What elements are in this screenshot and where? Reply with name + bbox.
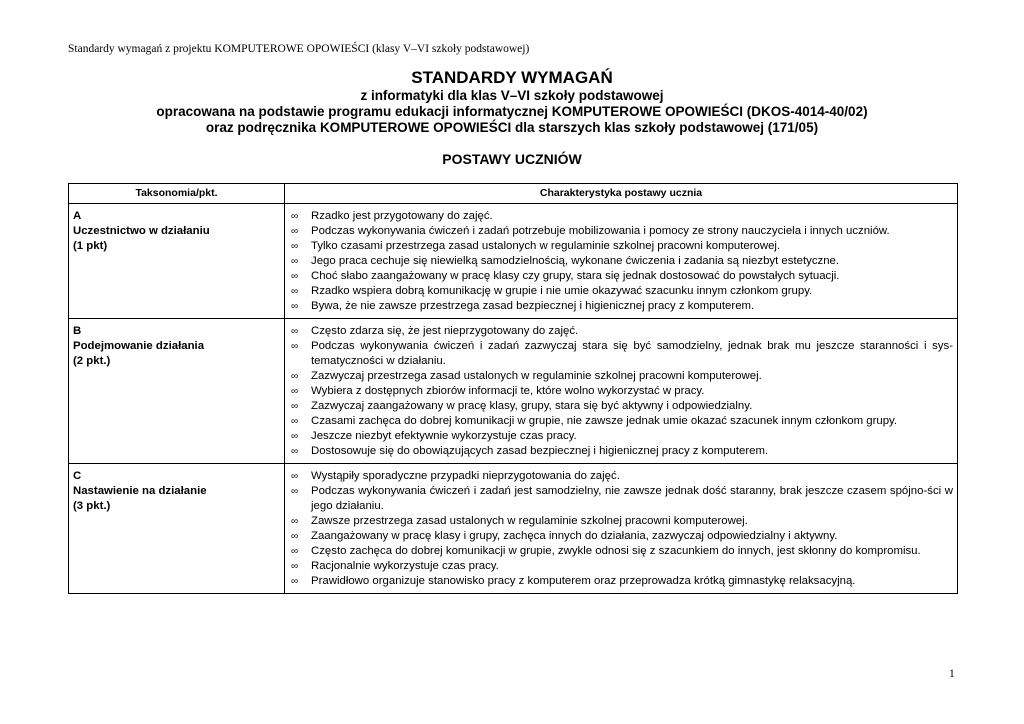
bullet-icon: ∞ bbox=[291, 286, 299, 297]
list-item-text: Rzadko wspiera dobrą komunikację w grupie i nie umie okazywać szacunku innym członkom grupy. bbox=[311, 285, 813, 297]
bullet-icon: ∞ bbox=[291, 341, 299, 352]
table-row bbox=[69, 204, 958, 319]
list-item bbox=[291, 544, 953, 559]
taxonomy-cell bbox=[69, 204, 285, 319]
bullet-icon: ∞ bbox=[291, 241, 299, 252]
bullet-icon: ∞ bbox=[291, 371, 299, 382]
list-item bbox=[291, 559, 953, 574]
bullet-icon: ∞ bbox=[291, 301, 299, 312]
running-head: Standardy wymagań z projektu KOMPUTEROWE OPOWIEŚCI (klasy V–VI szkoły podstawowej) bbox=[68, 43, 530, 55]
list-item bbox=[291, 209, 953, 224]
list-item bbox=[291, 444, 953, 459]
list-item-text: Tylko czasami przestrzega zasad ustalonych w regulaminie szkolnej pracowni komputerowej. bbox=[311, 240, 781, 252]
standards-table bbox=[68, 183, 958, 594]
list-item-text: Wybiera z dostępnych zbiorów informacji te, które wolno wykorzystać w pracy. bbox=[311, 385, 705, 397]
section-title: POSTAWY UCZNIÓW bbox=[442, 151, 582, 167]
level-name: Nastawienie na działanie bbox=[73, 485, 207, 497]
bullet-icon: ∞ bbox=[291, 576, 299, 587]
bullet-icon: ∞ bbox=[291, 531, 299, 542]
list-item bbox=[291, 469, 953, 484]
bullet-icon: ∞ bbox=[291, 471, 299, 482]
list-item bbox=[291, 369, 953, 384]
subtitle-line: oraz podręcznika KOMPUTEROWE OPOWIEŚCI dla starszych klas szkoły podstawowej (171/05) bbox=[205, 120, 819, 135]
list-item-text: Dostosowuje się do obowiązujących zasad bezpiecznej i higienicznej pracy z komputerem. bbox=[311, 445, 769, 457]
list-item bbox=[291, 384, 953, 399]
list-item-text: Podczas wykonywania ćwiczeń i zadań zazwyczaj stara się być samodzielny, jednak brak mu jeszcze staranności i sys-tematyczności w działaniu. bbox=[311, 340, 953, 367]
level-letter: B bbox=[73, 325, 82, 337]
characteristics-list bbox=[291, 324, 953, 459]
level-letter: A bbox=[73, 210, 82, 222]
list-item bbox=[291, 269, 953, 284]
list-item-text: Zazwyczaj przestrzega zasad ustalonych w regulaminie szkolnej pracowni komputerowej. bbox=[311, 370, 762, 382]
page-number: 1 bbox=[949, 668, 955, 680]
characteristics-list bbox=[291, 469, 953, 589]
list-item bbox=[291, 284, 953, 299]
bullet-icon: ∞ bbox=[291, 401, 299, 412]
column-header-characteristics: Charakterystyka postawy ucznia bbox=[285, 184, 958, 204]
list-item bbox=[291, 224, 953, 239]
level-letter: C bbox=[73, 470, 82, 482]
level-name: Podejmowanie działania bbox=[73, 340, 205, 352]
list-item-text: Racjonalnie wykorzystuje czas pracy. bbox=[311, 560, 499, 572]
bullet-icon: ∞ bbox=[291, 326, 299, 337]
list-item-text: Często zdarza się, że jest nieprzygotowany do zajęć. bbox=[311, 325, 579, 337]
level-name: Uczestnictwo w działaniu bbox=[73, 225, 210, 237]
taxonomy-cell bbox=[69, 319, 285, 464]
list-item-text: Jeszcze niezbyt efektywnie wykorzystuje czas pracy. bbox=[311, 430, 577, 442]
list-item-text: Czasami zachęca do dobrej komunikacji w grupie, nie zawsze jednak umie okazać szacunek innym członkom grupy. bbox=[311, 415, 898, 427]
characteristics-cell bbox=[285, 464, 958, 594]
bullet-icon: ∞ bbox=[291, 546, 299, 557]
list-item-text: Zaangażowany w pracę klasy i grupy, zachęca innych do działania, zazwyczaj odpowiedzialny i aktywny. bbox=[311, 530, 838, 542]
bullet-icon: ∞ bbox=[291, 226, 299, 237]
column-header-taxonomy: Taksonomia/pkt. bbox=[69, 184, 285, 204]
list-item-text: Podczas wykonywania ćwiczeń i zadań jest samodzielny, nie zawsze jednak dość staranny, brak jeszcze czasem spójno-ści w jego działaniu. bbox=[311, 485, 953, 512]
list-item bbox=[291, 239, 953, 254]
list-item bbox=[291, 399, 953, 414]
characteristics-cell bbox=[285, 319, 958, 464]
list-item bbox=[291, 529, 953, 544]
list-item bbox=[291, 514, 953, 529]
bullet-icon: ∞ bbox=[291, 431, 299, 442]
table-row bbox=[69, 319, 958, 464]
bullet-icon: ∞ bbox=[291, 561, 299, 572]
bullet-icon: ∞ bbox=[291, 386, 299, 397]
level-points: (2 pkt.) bbox=[73, 355, 111, 367]
list-item bbox=[291, 324, 953, 339]
characteristics-cell bbox=[285, 204, 958, 319]
table-row bbox=[69, 464, 958, 594]
list-item bbox=[291, 339, 953, 369]
list-item-text: Wystąpiły sporadyczne przypadki nieprzygotowania do zajęć. bbox=[311, 470, 620, 482]
list-item-text: Choć słabo zaangażowany w pracę klasy czy grupy, stara się jednak dostosować do powstałych sytuacji. bbox=[311, 270, 840, 282]
bullet-icon: ∞ bbox=[291, 516, 299, 527]
bullet-icon: ∞ bbox=[291, 271, 299, 282]
list-item bbox=[291, 484, 953, 514]
list-item-text: Jego praca cechuje się niewielką samodzielnością, wykonane ćwiczenia i zadania są niezbyt estetyczne. bbox=[311, 255, 840, 267]
table-header-row bbox=[69, 184, 958, 204]
level-points: (1 pkt) bbox=[73, 240, 108, 252]
bullet-icon: ∞ bbox=[291, 256, 299, 267]
list-item bbox=[291, 574, 953, 589]
list-item-text: Zawsze przestrzega zasad ustalonych w regulaminie szkolnej pracowni komputerowej. bbox=[311, 515, 748, 527]
level-points: (3 pkt.) bbox=[73, 500, 111, 512]
title-block bbox=[0, 68, 1024, 136]
list-item-text: Prawidłowo organizuje stanowisko pracy z komputerem oraz przeprowadza krótką gimnastykę relaksacyjną. bbox=[311, 575, 856, 587]
list-item-text: Zazwyczaj zaangażowany w pracę klasy, grupy, stara się być aktywny i odpowiedzialny. bbox=[311, 400, 753, 412]
list-item-text: Często zachęca do dobrej komunikacji w grupie, zwykle odnosi się z szacunkiem do innych, jest skłonny do kompromisu. bbox=[311, 545, 921, 557]
bullet-icon: ∞ bbox=[291, 416, 299, 427]
list-item bbox=[291, 429, 953, 444]
list-item bbox=[291, 254, 953, 269]
taxonomy-cell bbox=[69, 464, 285, 594]
list-item-text: Podczas wykonywania ćwiczeń i zadań potrzebuje mobilizowania i pomocy ze strony nauczyciela i innych uczniów. bbox=[311, 225, 890, 237]
bullet-icon: ∞ bbox=[291, 446, 299, 457]
bullet-icon: ∞ bbox=[291, 486, 299, 497]
list-item-text: Bywa, że nie zawsze przestrzega zasad bezpiecznej i higienicznej pracy z komputerem. bbox=[311, 300, 755, 312]
list-item-text: Rzadko jest przygotowany do zajęć. bbox=[311, 210, 493, 222]
list-item bbox=[291, 299, 953, 314]
bullet-icon: ∞ bbox=[291, 211, 299, 222]
document-title: STANDARDY WYMAGAŃ bbox=[411, 68, 613, 87]
subtitle-line: opracowana na podstawie programu edukacji informatycznej KOMPUTEROWE OPOWIEŚCI (DKOS-4014-40/02) bbox=[156, 104, 868, 119]
list-item bbox=[291, 414, 953, 429]
subtitle-line: z informatyki dla klas V–VI szkoły podstawowej bbox=[360, 88, 664, 103]
characteristics-list bbox=[291, 209, 953, 314]
